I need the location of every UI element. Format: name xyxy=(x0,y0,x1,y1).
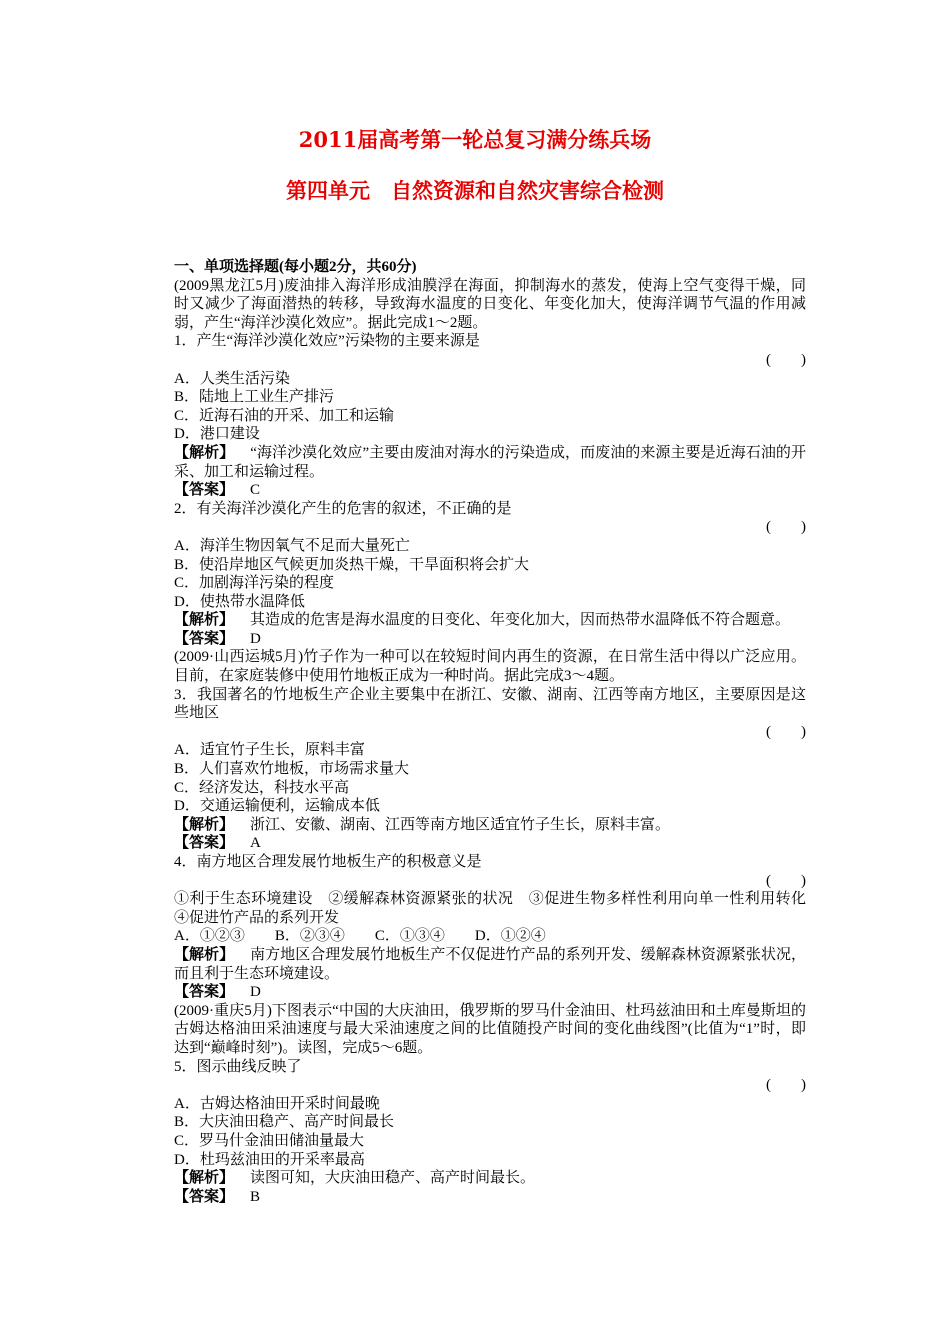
passage-2: (2009·山西运城5月)竹子作为一种可以在较短时间内再生的资源，在日常生活中得以广泛应用。目前，在家庭装修中使用竹地板正成为一种时尚。据此完成3～4题。 xyxy=(174,649,806,685)
question-4-blank: ( ) xyxy=(766,872,806,889)
answer-text: D xyxy=(250,984,261,1001)
question-3-analysis xyxy=(174,816,806,835)
question-1-option-a: A．人类生活污染 xyxy=(174,370,290,387)
passage-3: (2009·重庆5月)下图表示“中国的大庆油田，俄罗斯的罗马什金油田、杜玛兹油田和土库曼斯坦的古姆达格油田采油速度与最大采油速度之间的比值随投产时间的变化曲线图”(比值为“1”时，即达到“巅峰时刻”)。读图，完成5～6题。 xyxy=(174,1002,806,1056)
question-4-stem: 4．南方地区合理发展竹地板生产的积极意义是 xyxy=(174,854,482,870)
question-3-answer xyxy=(174,834,806,853)
analysis-label: 【解析】 xyxy=(174,444,235,461)
question-2-blank: ( ) xyxy=(766,519,806,536)
question-5-stem: 5．图示曲线反映了 xyxy=(174,1058,302,1075)
analysis-text: “海洋沙漠化效应”主要由废油对海水的污染造成，而废油的来源主要是近海石油的开采、加工和运输过程。 xyxy=(174,444,806,480)
question-4-option-b: B．②③④ xyxy=(274,928,345,945)
question-4-answer xyxy=(174,983,806,1002)
answer-label: 【答案】 xyxy=(174,630,235,647)
answer-label: 【答案】 xyxy=(174,1188,235,1205)
answer-label: 【答案】 xyxy=(174,835,235,852)
question-3-option-d: D．交通运输便利，运输成本低 xyxy=(174,798,380,815)
analysis-label: 【解析】 xyxy=(174,946,235,963)
answer-text: A xyxy=(250,835,261,852)
question-1-option-b: B．陆地上工业生产排污 xyxy=(174,389,335,406)
question-5-analysis xyxy=(174,1169,806,1188)
answer-text: B xyxy=(250,1188,261,1205)
analysis-label: 【解析】 xyxy=(174,612,235,629)
answer-text: D xyxy=(250,630,261,647)
question-4-option-c: C．①③④ xyxy=(374,928,445,945)
question-1-stem: 1．产生“海洋沙漠化效应”污染物的主要来源是 xyxy=(174,333,480,350)
analysis-text: 其造成的危害是海水温度的日变化、年变化加大，因而热带水温降低不符合题意。 xyxy=(250,612,791,629)
question-5-option-a: A．古姆达格油田开采时间最晚 xyxy=(174,1095,380,1112)
document-title: 2011届高考第一轮总复习满分练兵场 xyxy=(298,127,652,152)
question-5-option-c: C．罗马什金油田储油量最大 xyxy=(174,1132,365,1149)
section-heading: 一、单项选择题(每小题2分，共60分) xyxy=(174,259,417,275)
question-4-options xyxy=(174,927,806,946)
analysis-text: 南方地区合理发展竹地板生产不仅促进竹产品的系列开发、缓解森林资源紧张状况，而且利于生态环境建设。 xyxy=(174,946,806,982)
question-2-stem: 2．有关海洋沙漠化产生的危害的叙述，不正确的是 xyxy=(174,500,512,517)
passage-1: (2009黑龙江5月)废油排入海洋形成油膜浮在海面，抑制海水的蒸发，使海上空气变得干燥，同时又减少了海面潜热的转移，导致海水温度的日变化、年变化加大，使海洋调节气温的作用减弱，产生“海洋沙漠化效应”。据此完成1～2题。 xyxy=(174,277,806,331)
question-2-option-b: B．使沿岸地区气候更加炎热干燥，干旱面积将会扩大 xyxy=(174,556,530,573)
question-5-option-d: D．杜玛兹油田的开采率最高 xyxy=(174,1151,365,1168)
question-2-option-d: D．使热带水温降低 xyxy=(174,593,305,610)
analysis-text: 浙江、安徽、湖南、江西等南方地区适宜竹子生长，原料丰富。 xyxy=(250,816,671,833)
question-1-option-d: D．港口建设 xyxy=(174,426,260,443)
question-4-option-a: A．①②③ xyxy=(174,928,245,945)
question-1-option-c: C．近海石油的开采、加工和运输 xyxy=(174,407,395,424)
question-4-analysis xyxy=(174,946,806,983)
question-3-blank: ( ) xyxy=(766,723,806,740)
question-1-analysis xyxy=(174,444,806,481)
question-1-blank: ( ) xyxy=(766,351,806,368)
analysis-text: 读图可知，大庆油田稳产、高产时间最长。 xyxy=(250,1170,536,1187)
answer-label: 【答案】 xyxy=(174,482,235,499)
question-2-analysis xyxy=(174,611,806,630)
unit-title: 第四单元 自然资源和自然灾害综合检测 xyxy=(286,178,664,203)
question-3-option-a: A．适宜竹子生长，原料丰富 xyxy=(174,742,365,759)
question-5-option-b: B．大庆油田稳产、高产时间最长 xyxy=(174,1114,395,1131)
question-2-option-c: C．加剧海洋污染的程度 xyxy=(174,575,335,592)
answer-text: C xyxy=(250,482,261,499)
question-4-items: ①利于生态环境建设 ②缓解森林资源紧张的状况 ③促进生物多样性利用向单一性利用转化 ④促进竹产品的系列开发 xyxy=(174,891,822,926)
question-2-answer xyxy=(174,630,806,649)
analysis-label: 【解析】 xyxy=(174,816,235,833)
question-5-blank: ( ) xyxy=(766,1077,806,1094)
question-3-option-b: B．人们喜欢竹地板，市场需求量大 xyxy=(174,761,410,778)
analysis-label: 【解析】 xyxy=(174,1170,235,1187)
answer-label: 【答案】 xyxy=(174,984,235,1001)
question-4-option-d: D．①②④ xyxy=(474,928,546,945)
question-2-option-a: A．海洋生物因氧气不足而大量死亡 xyxy=(174,537,410,554)
question-3-option-c: C．经济发达，科技水平高 xyxy=(174,779,350,796)
question-3-stem: 3．我国著名的竹地板生产企业主要集中在浙江、安徽、湖南、江西等南方地区，主要原因是这些地区 xyxy=(174,686,806,722)
document-body xyxy=(174,258,822,1206)
question-1-answer xyxy=(174,481,806,500)
question-5-answer xyxy=(174,1188,806,1207)
